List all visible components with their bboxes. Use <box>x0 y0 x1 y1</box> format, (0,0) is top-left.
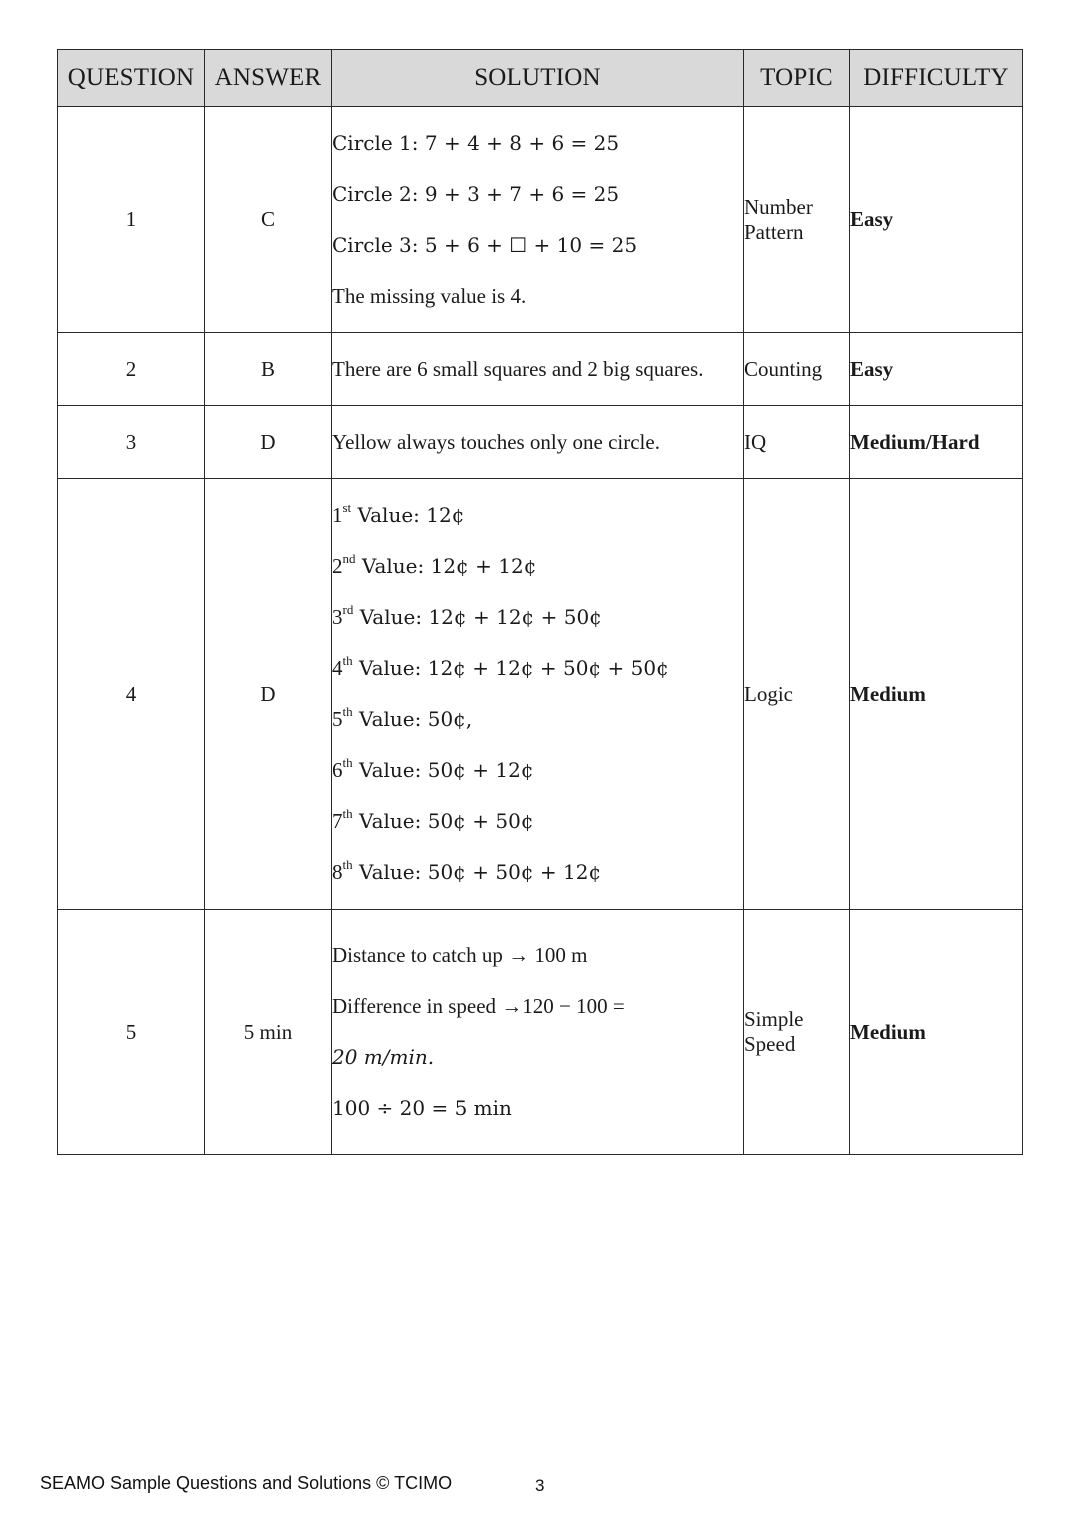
solution-cell <box>332 406 744 479</box>
table-row <box>58 107 1023 333</box>
header-topic: TOPIC <box>744 50 850 107</box>
answer-cell: D <box>205 479 332 910</box>
value-text: Value: 50¢ + 50¢ + 12¢ <box>352 860 602 884</box>
header-solution: SOLUTION <box>332 50 744 107</box>
ordinal-suffix: rd <box>342 602 354 617</box>
solution-cell <box>332 479 744 910</box>
answer-cell: B <box>205 333 332 406</box>
difficulty-cell: Easy <box>850 107 1023 333</box>
solution-line: Yellow always touches only one circle. <box>332 429 660 454</box>
topic-cell <box>744 910 850 1155</box>
solution-cell <box>332 333 744 406</box>
answer-cell: 5 min <box>205 910 332 1155</box>
difficulty-cell: Easy <box>850 333 1023 406</box>
header-answer: ANSWER <box>205 50 332 107</box>
difficulty-cell: Medium <box>850 910 1023 1155</box>
ordinal-number: 2 <box>332 554 343 578</box>
answer-cell: C <box>205 107 332 333</box>
value-text: Value: 50¢ + 12¢ <box>352 758 534 782</box>
value-text: Value: 12¢ + 12¢ + 50¢ + 50¢ <box>352 656 669 680</box>
solution-line: Difference in speed →120 − 100 = <box>332 994 625 1018</box>
ordinal-suffix: th <box>342 806 353 821</box>
question-number: 3 <box>58 406 205 479</box>
ordinal-number: 5 <box>332 707 343 731</box>
solution-line: Circle 1: 7 + 4 + 8 + 6 = 25 <box>332 130 620 155</box>
solution-line <box>332 490 743 541</box>
topic-line: Simple <box>744 1007 804 1031</box>
footer-text: SEAMO Sample Questions and Solutions © TCIMO <box>40 1473 453 1493</box>
header-question: QUESTION <box>58 50 205 107</box>
value-text: Value: 12¢ + 12¢ <box>355 554 537 578</box>
solution-line: 20 m/min. <box>332 1045 435 1069</box>
question-number: 2 <box>58 333 205 406</box>
solution-line <box>332 643 743 694</box>
topic-cell: Logic <box>744 479 850 910</box>
ordinal-number: 6 <box>332 758 343 782</box>
ordinal-suffix: th <box>342 704 353 719</box>
question-number: 1 <box>58 107 205 333</box>
topic-line: Pattern <box>744 219 804 244</box>
topic-cell: IQ <box>744 406 850 479</box>
solution-line <box>332 745 743 796</box>
solution-line <box>332 541 743 592</box>
difficulty-cell: Medium/Hard <box>850 406 1023 479</box>
solution-line: Circle 2: 9 + 3 + 7 + 6 = 25 <box>332 181 620 206</box>
question-number: 5 <box>58 910 205 1155</box>
question-number: 4 <box>58 479 205 910</box>
value-text: Value: 12¢ + 12¢ + 50¢ <box>353 605 602 629</box>
solution-line: The missing value is 4. <box>332 283 527 308</box>
ordinal-number: 3 <box>332 605 343 629</box>
topic-line: Number <box>744 194 813 219</box>
ordinal-number: 8 <box>332 860 343 884</box>
table-row <box>58 910 1023 1155</box>
solution-line <box>332 694 743 745</box>
solution-line: Circle 3: 5 + 6 + ☐ + 10 = 25 <box>332 232 638 257</box>
solution-line: 100 ÷ 20 = 5 min <box>332 1096 512 1120</box>
topic-line: Speed <box>744 1032 796 1056</box>
ordinal-suffix: th <box>342 857 353 872</box>
table-row <box>58 333 1023 406</box>
topic-cell: Counting <box>744 333 850 406</box>
ordinal-suffix: st <box>342 500 352 515</box>
solution-cell <box>332 910 744 1155</box>
header-row <box>58 50 1023 107</box>
ordinal-number: 7 <box>332 809 343 833</box>
solution-line: Distance to catch up → 100 m <box>332 943 588 967</box>
ordinal-number: 4 <box>332 656 343 680</box>
solutions-table <box>57 49 1023 1155</box>
solution-line <box>332 847 743 898</box>
value-text: Value: 50¢ + 50¢ <box>352 809 534 833</box>
solution-line <box>332 796 743 847</box>
table-row <box>58 479 1023 910</box>
header-difficulty: DIFFICULTY <box>850 50 1023 107</box>
ordinal-suffix: th <box>342 653 353 668</box>
topic-cell <box>744 107 850 333</box>
ordinal-suffix: th <box>342 755 353 770</box>
page-number: 3 <box>535 1476 545 1495</box>
value-text: Value: 12¢ <box>351 503 465 527</box>
value-text: Value: 50¢, <box>352 707 473 731</box>
solution-line <box>332 592 743 643</box>
answer-cell: D <box>205 406 332 479</box>
difficulty-cell: Medium <box>850 479 1023 910</box>
ordinal-suffix: nd <box>342 551 356 566</box>
solution-line: There are 6 small squares and 2 big squares. <box>332 356 704 381</box>
solution-cell <box>332 107 744 333</box>
table-row <box>58 406 1023 479</box>
ordinal-number: 1 <box>332 503 343 527</box>
